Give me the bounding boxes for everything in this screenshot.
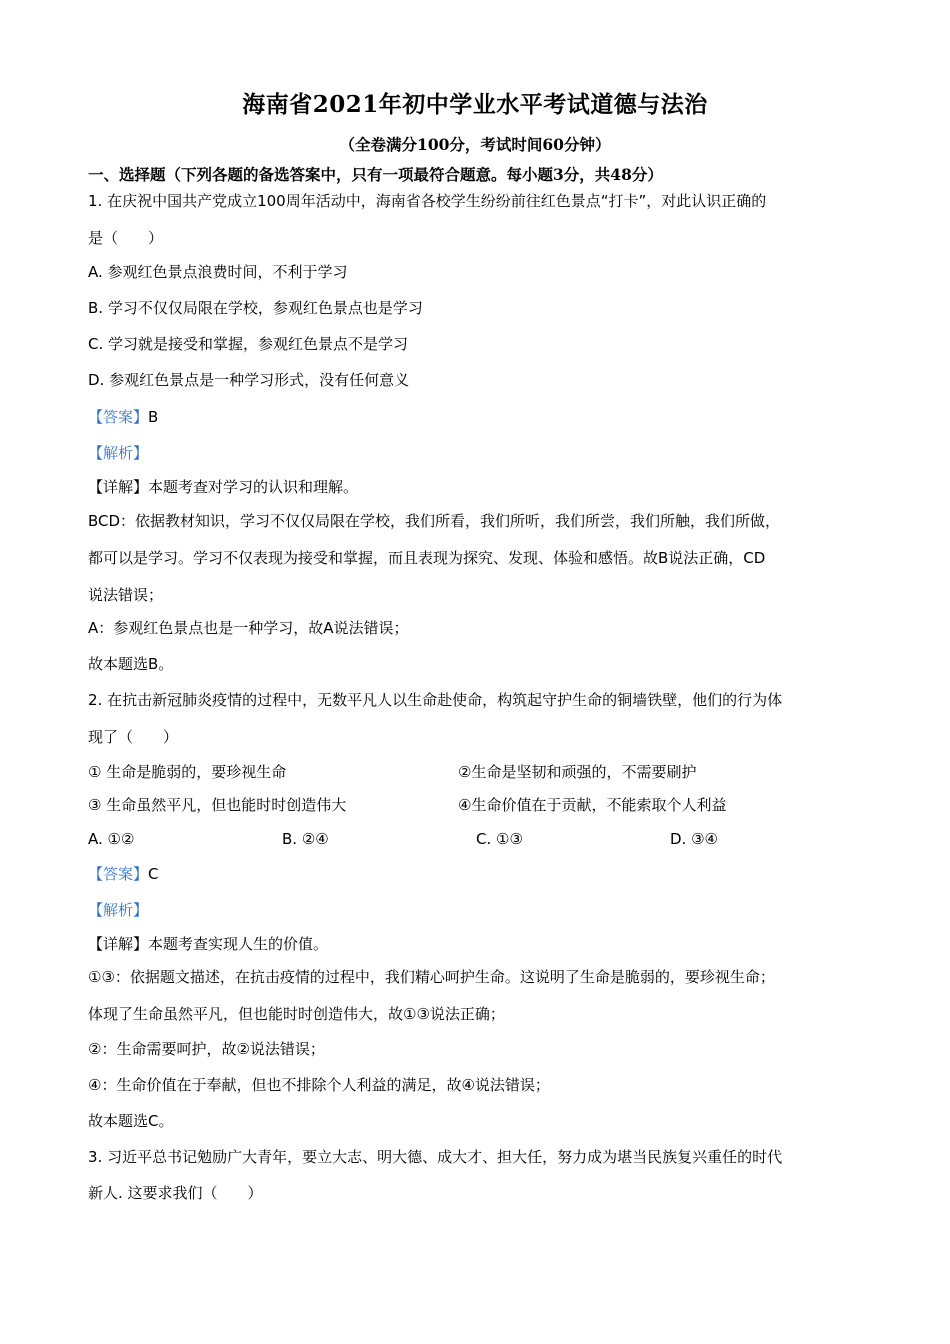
q1-option-c: C. 学习就是接受和掌握，参观红色景点不是学习 [88, 335, 409, 353]
q2-answer [88, 864, 159, 884]
q2-statement-4: ④生命价值在于贡献，不能索取个人利益 [458, 796, 727, 814]
q1-explanation-line: A：参观红色景点也是一种学习，故A说法错误； [88, 619, 409, 637]
q2-statement-2: ②生命是坚韧和顽强的，不需要刷护 [458, 763, 697, 781]
q2-explanation-line: ①③：依据题文描述，在抗击疫情的过程中，我们精心呵护生命。这说明了生命是脆弱的，要珍视生命； [88, 968, 775, 986]
q2-option-b: B. ②④ [282, 830, 329, 848]
q1-explanation-line: BCD：依据教材知识，学习不仅仅局限在学校，我们所看，我们所听，我们所尝，我们所触，我们所做， [88, 512, 781, 530]
q1-explanation-line: 都可以是学习。学习不仅表现为接受和掌握，而且表现为探究、发现、体验和感悟。故B说法正确，CD [88, 549, 766, 567]
q2-statement-1: ① 生命是脆弱的，要珍视生命 [88, 763, 287, 781]
q2-statement-3: ③ 生命虽然平凡，但也能时时创造伟大 [88, 796, 347, 814]
q2-option-c: C. ①③ [476, 830, 523, 848]
page-subtitle: （全卷满分100分，考试时间60分钟） [339, 135, 611, 154]
q1-explanation-line: 故本题选B。 [88, 655, 174, 673]
page-title: 海南省2021年初中学业水平考试道德与法治 [242, 91, 708, 118]
q1-answer-value: B [148, 408, 159, 426]
q1-explanation-line: 说法错误； [88, 586, 164, 604]
detail-label: 【详解】 [88, 478, 149, 496]
q1-stem-line2: 是（ ） [88, 229, 164, 247]
q2-option-d: D. ③④ [670, 830, 718, 848]
q1-detail-text: 本题考查对学习的认识和理解。 [148, 478, 359, 496]
q2-stem-line1: 2. 在抗击新冠肺炎疫情的过程中，无数平凡人以生命赴使命，构筑起守护生命的铜墙铁壁，他们的行为体 [88, 691, 783, 709]
q2-option-a: A. ①② [88, 830, 135, 848]
q1-option-d: D. 参观红色景点是一种学习形式，没有任何意义 [88, 371, 410, 389]
q2-explanation-line: 体现了生命虽然平凡，但也能时时创造伟大，故①③说法正确； [88, 1005, 505, 1023]
q3-stem-line1: 3. 习近平总书记勉励广大青年，要立大志、明大德、成大才、担大任，努力成为堪当民族复兴重任的时代 [88, 1148, 783, 1166]
q1-answer [88, 407, 158, 427]
q1-analysis [88, 443, 148, 463]
q2-explanation-line: 故本题选C。 [88, 1112, 174, 1130]
detail-label: 【详解】 [88, 935, 149, 953]
q2-stem-line2: 现了（ ） [88, 728, 179, 746]
q1-option-b: B. 学习不仅仅局限在学校，参观红色景点也是学习 [88, 299, 423, 317]
q2-analysis [88, 900, 148, 920]
q2-detail-text: 本题考查实现人生的价值。 [148, 935, 329, 953]
answer-label: 【答案】 [88, 865, 149, 883]
analysis-label: 【解析】 [88, 901, 149, 919]
answer-label: 【答案】 [88, 408, 149, 426]
analysis-label: 【解析】 [88, 444, 149, 462]
q1-detail [88, 477, 358, 497]
q1-option-a: A. 参观红色景点浪费时间，不利于学习 [88, 263, 348, 281]
q2-answer-value: C [148, 865, 159, 883]
q2-explanation-line: ②：生命需要呵护，故②说法错误； [88, 1040, 325, 1058]
q2-explanation-line: ④：生命价值在于奉献，但也不排除个人利益的满足，故④说法错误； [88, 1076, 550, 1094]
section-heading: 一、选择题（下列各题的备选答案中，只有一项最符合题意。每小题3分，共48分） [88, 165, 663, 184]
q2-detail [88, 934, 328, 954]
q3-stem-line2: 新人. 这要求我们（ ） [88, 1184, 263, 1202]
q1-stem-line1: 1. 在庆祝中国共产党成立100周年活动中，海南省各校学生纷纷前往红色景点“打卡”，对此认识正确的 [88, 192, 767, 210]
